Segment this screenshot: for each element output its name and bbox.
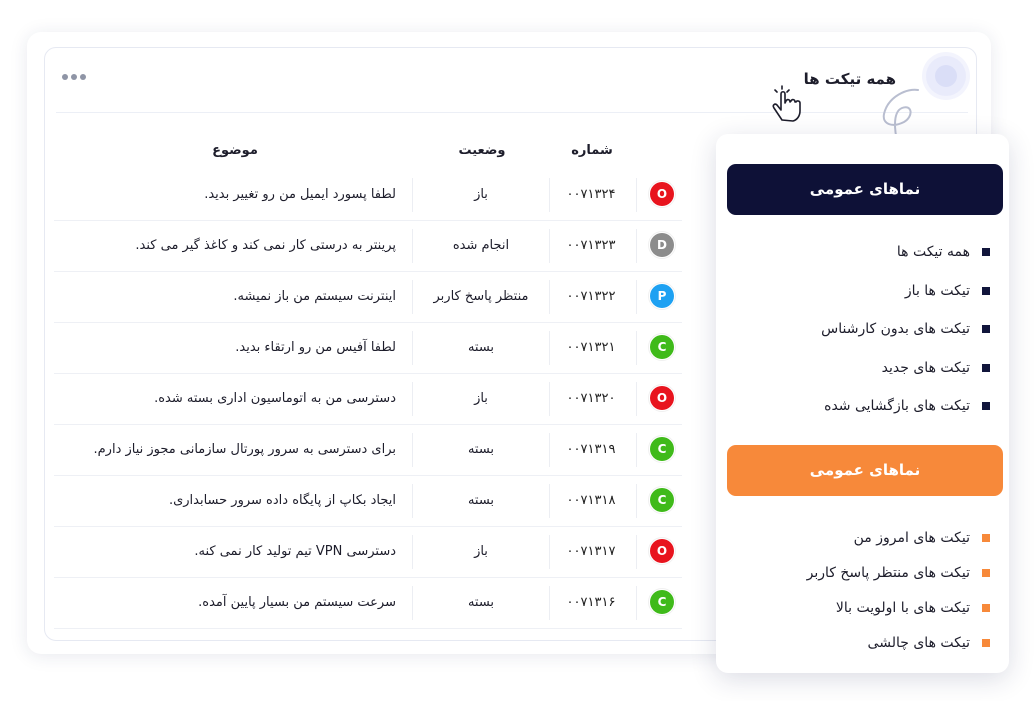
- cell-divider: [412, 586, 413, 620]
- my-view-item[interactable]: [868, 632, 990, 654]
- public-view-item[interactable]: [882, 357, 990, 379]
- cell-divider: [636, 229, 637, 263]
- public-view-item-label: همه تیکت ها: [896, 244, 970, 260]
- table-row[interactable]: [54, 476, 682, 527]
- ticket-subject: اینترنت سیستم من باز نمیشه.: [233, 289, 396, 304]
- ticket-number: ۰۰۷۱۳۲۰: [566, 391, 616, 406]
- public-view-item[interactable]: [905, 280, 990, 302]
- status-badge: P: [650, 284, 674, 308]
- status-badge: C: [650, 590, 674, 614]
- cell-divider: [549, 280, 550, 314]
- public-views-header[interactable]: نماهای عمومی: [727, 164, 1003, 215]
- cell-divider: [549, 229, 550, 263]
- bullet-square-icon: [982, 287, 990, 295]
- bullet-square-icon: [982, 569, 990, 577]
- cell-divider: [412, 178, 413, 212]
- table-row[interactable]: [54, 221, 682, 272]
- cell-divider: [636, 331, 637, 365]
- cell-divider: [412, 331, 413, 365]
- bullet-square-icon: [982, 639, 990, 647]
- ticket-number: ۰۰۷۱۳۱۹: [566, 442, 616, 457]
- ticket-status: بسته: [467, 340, 495, 355]
- public-view-item-label: تیکت های بازگشایی شده: [824, 398, 970, 414]
- my-view-item-label: تیکت های منتظر پاسخ کاربر: [806, 565, 970, 581]
- table-row[interactable]: [54, 170, 682, 221]
- status-badge: C: [650, 437, 674, 461]
- ticket-subject: ایجاد بکاپ از پایگاه داده سرور حسابداری.: [168, 493, 396, 508]
- more-options-icon[interactable]: [62, 74, 86, 80]
- table-row[interactable]: [54, 578, 682, 629]
- avatar[interactable]: [926, 56, 966, 96]
- cell-divider: [636, 433, 637, 467]
- table-row[interactable]: [54, 374, 682, 425]
- ticket-subject: پرینتر به درستی کار نمی کند و کاغذ گیر می کند.: [135, 238, 396, 253]
- ticket-status: باز: [474, 544, 488, 559]
- ticket-number: ۰۰۷۱۳۱۶: [566, 595, 616, 610]
- cell-divider: [636, 535, 637, 569]
- ticket-subject: دسترسی VPN تیم تولید کار نمی کنه.: [194, 544, 396, 559]
- public-view-item-label: تیکت های جدید: [881, 359, 970, 376]
- my-view-item[interactable]: [854, 527, 990, 549]
- my-view-item[interactable]: [836, 597, 990, 619]
- status-badge: D: [650, 233, 674, 257]
- column-header-subject[interactable]: موضوع: [212, 143, 258, 158]
- public-view-item[interactable]: [897, 241, 990, 263]
- ticket-subject: لطفا آفیس من رو ارتقاء بدید.: [235, 340, 396, 355]
- ticket-number: ۰۰۷۱۳۲۳: [566, 238, 616, 253]
- cell-divider: [549, 586, 550, 620]
- my-view-item-label: تیکت های چالشی: [867, 635, 970, 651]
- status-badge: O: [650, 182, 674, 206]
- cell-divider: [636, 586, 637, 620]
- ticket-status: بسته: [467, 493, 495, 508]
- cell-divider: [636, 178, 637, 212]
- public-view-item[interactable]: [824, 395, 990, 417]
- cell-divider: [412, 382, 413, 416]
- table-row[interactable]: [54, 527, 682, 578]
- status-badge: C: [650, 335, 674, 359]
- cell-divider: [549, 382, 550, 416]
- ticket-number: ۰۰۷۱۳۲۴: [566, 187, 616, 202]
- column-header-number[interactable]: شماره: [571, 143, 613, 158]
- ticket-subject: دسترسی من به اتوماسیون اداری بسته شده.: [154, 391, 396, 406]
- cell-divider: [549, 331, 550, 365]
- page-title: همه تیکت ها: [803, 70, 896, 88]
- ticket-subject: برای دسترسی به سرور پورتال سازمانی مجوز نیاز دارم.: [93, 442, 396, 457]
- cell-divider: [412, 535, 413, 569]
- my-view-item-label: تیکت های امروز من: [853, 530, 970, 546]
- ticket-number: ۰۰۷۱۳۲۲: [566, 289, 616, 304]
- public-view-item-label: تیکت های بدون کارشناس: [821, 321, 970, 337]
- cell-divider: [636, 484, 637, 518]
- table-row[interactable]: [54, 425, 682, 476]
- ticket-subject: لطفا پسورد ایمیل من رو تغییر بدید.: [204, 187, 396, 202]
- column-header-status[interactable]: وضعیت: [458, 143, 506, 158]
- cell-divider: [412, 433, 413, 467]
- ticket-number: ۰۰۷۱۳۱۸: [566, 493, 616, 508]
- ticket-status: باز: [474, 391, 488, 406]
- status-badge: O: [650, 386, 674, 410]
- ticket-status: باز: [474, 187, 488, 202]
- my-views-header[interactable]: نماهای عمومی: [727, 445, 1003, 496]
- my-view-item-label: تیکت های با اولویت بالا: [835, 600, 970, 616]
- cell-divider: [412, 484, 413, 518]
- cell-divider: [549, 484, 550, 518]
- bullet-square-icon: [982, 534, 990, 542]
- bullet-square-icon: [982, 248, 990, 256]
- cell-divider: [636, 280, 637, 314]
- ticket-status: منتظر پاسخ کاربر: [433, 289, 529, 304]
- bullet-square-icon: [982, 604, 990, 612]
- bullet-square-icon: [982, 364, 990, 372]
- bullet-square-icon: [982, 402, 990, 410]
- cell-divider: [549, 433, 550, 467]
- ticket-number: ۰۰۷۱۳۲۱: [566, 340, 616, 355]
- table-row[interactable]: [54, 323, 682, 374]
- ticket-status: بسته: [467, 442, 495, 457]
- header-divider: [56, 112, 968, 113]
- ticket-status: انجام شده: [452, 238, 510, 253]
- pointer-hand-icon: [768, 84, 806, 124]
- cell-divider: [549, 178, 550, 212]
- public-view-item-label: تیکت ها باز: [904, 282, 970, 299]
- bullet-square-icon: [982, 325, 990, 333]
- ticket-number: ۰۰۷۱۳۱۷: [566, 544, 616, 559]
- status-badge: C: [650, 488, 674, 512]
- cell-divider: [636, 382, 637, 416]
- cell-divider: [549, 535, 550, 569]
- ticket-status: بسته: [467, 595, 495, 610]
- cell-divider: [412, 280, 413, 314]
- public-view-item[interactable]: [821, 318, 990, 340]
- ticket-subject: سرعت سیستم من بسیار پایین آمده.: [198, 595, 396, 610]
- status-badge: O: [650, 539, 674, 563]
- table-row[interactable]: [54, 272, 682, 323]
- cell-divider: [412, 229, 413, 263]
- my-view-item[interactable]: [807, 562, 990, 584]
